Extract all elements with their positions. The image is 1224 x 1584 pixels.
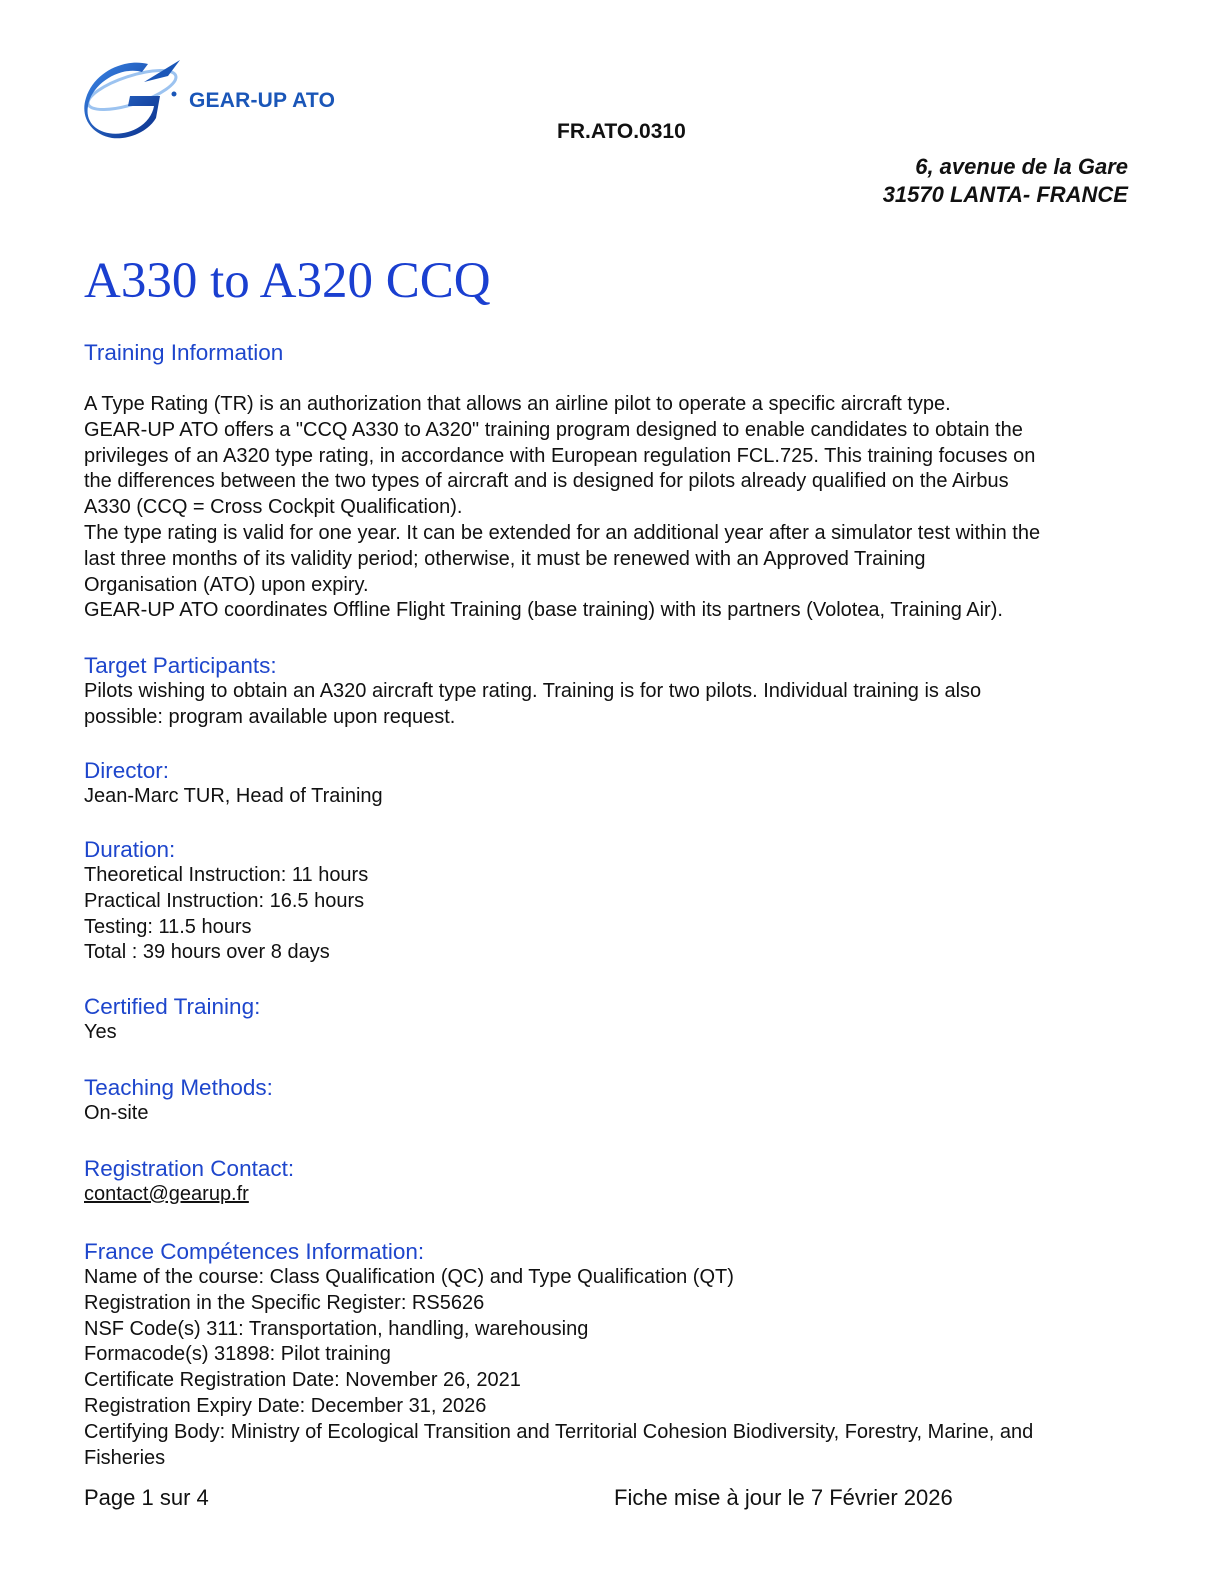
methods-heading: Teaching Methods: bbox=[84, 1075, 273, 1100]
training-info-heading: Training Information bbox=[84, 340, 284, 365]
certified-heading: Certified Training: bbox=[84, 994, 261, 1019]
training-info-section bbox=[84, 340, 1134, 624]
certified-body: Yes bbox=[84, 1021, 117, 1043]
france-body bbox=[84, 1265, 1134, 1471]
ato-reference: FR.ATO.0310 bbox=[557, 120, 686, 143]
text-line: Organisation (ATO) upon expiry. bbox=[84, 573, 369, 596]
training-info-body bbox=[84, 392, 1134, 624]
text-line: Name of the course: Class Qualification (QC) and Type Qualification (QT) bbox=[84, 1266, 734, 1288]
text-line: Pilots wishing to obtain an A320 aircraft type rating. Training is for two pilots. Individual training is also bbox=[84, 680, 982, 702]
text-line: the differences between the two types of aircraft and is designed for pilots already qualified on the Airbus bbox=[84, 470, 1009, 493]
france-competences-section bbox=[84, 1239, 1134, 1471]
text-line: privileges of an A320 type rating, in accordance with European regulation FCL.725. This training focuses on bbox=[84, 444, 1036, 467]
certified-section bbox=[84, 994, 1134, 1046]
director-body: Jean-Marc TUR, Head of Training bbox=[84, 785, 383, 807]
text-line: last three months of its validity period; otherwise, it must be renewed with an Approved Training bbox=[84, 547, 926, 570]
contact-email-link[interactable]: contact@gearup.fr bbox=[84, 1183, 249, 1205]
contact-section bbox=[84, 1156, 1134, 1208]
methods-section bbox=[84, 1075, 1134, 1127]
duration-section bbox=[84, 837, 1134, 966]
target-section bbox=[84, 653, 1134, 731]
text-line: GEAR-UP ATO offers a "CCQ A330 to A320" training program designed to enable candidates to obtain the bbox=[84, 418, 1023, 441]
page-title: A330 to A320 CCQ bbox=[84, 253, 491, 309]
methods-body: On-site bbox=[84, 1102, 149, 1124]
page-number: Page 1 sur 4 bbox=[84, 1485, 209, 1510]
contact-heading: Registration Contact: bbox=[84, 1156, 295, 1181]
address-line-2: 31570 LANTA- FRANCE bbox=[882, 182, 1128, 207]
text-line: A330 (CCQ = Cross Cockpit Qualification). bbox=[84, 496, 463, 519]
text-line: NSF Code(s) 311: Transportation, handling, warehousing bbox=[84, 1317, 589, 1340]
text-line: A Type Rating (TR) is an authorization that allows an airline pilot to operate a specific aircraft type. bbox=[84, 393, 951, 415]
target-heading: Target Participants: bbox=[84, 653, 277, 678]
text-line: Registration Expiry Date: December 31, 2026 bbox=[84, 1394, 487, 1417]
text-line: Registration in the Specific Register: RS5626 bbox=[84, 1291, 485, 1314]
text-line: Fisheries bbox=[84, 1446, 166, 1469]
text-line: Certificate Registration Date: November 26, 2021 bbox=[84, 1369, 521, 1392]
duration-heading: Duration: bbox=[84, 837, 176, 862]
text-line: The type rating is valid for one year. It can be extended for an additional year after a simulator test within the bbox=[84, 521, 1041, 544]
text-line: Total : 39 hours over 8 days bbox=[84, 941, 330, 964]
text-line: Testing: 11.5 hours bbox=[84, 915, 252, 938]
logo-text: GEAR-UP ATO bbox=[189, 89, 336, 112]
text-line: GEAR-UP ATO coordinates Offline Flight Training (base training) with its partners (Volotea, Training Air). bbox=[84, 599, 1003, 622]
text-line: Practical Instruction: 16.5 hours bbox=[84, 889, 365, 912]
target-body bbox=[84, 679, 1134, 731]
director-heading: Director: bbox=[84, 758, 170, 783]
france-heading: France Compétences Information: bbox=[84, 1239, 425, 1264]
duration-body bbox=[84, 863, 1134, 966]
update-date: Fiche mise à jour le 7 Février 2026 bbox=[614, 1485, 953, 1510]
director-section bbox=[84, 758, 1134, 810]
address bbox=[883, 153, 1128, 209]
text-line: Theoretical Instruction: 11 hours bbox=[84, 864, 369, 886]
address-line-1: 6, avenue de la Gare bbox=[915, 154, 1128, 179]
text-line: Formacode(s) 31898: Pilot training bbox=[84, 1343, 391, 1366]
text-line: possible: program available upon request. bbox=[84, 705, 456, 728]
text-line: Certifying Body: Ministry of Ecological Transition and Territorial Cohesion Biodiversity, Forestry, Marine, and bbox=[84, 1420, 1034, 1443]
